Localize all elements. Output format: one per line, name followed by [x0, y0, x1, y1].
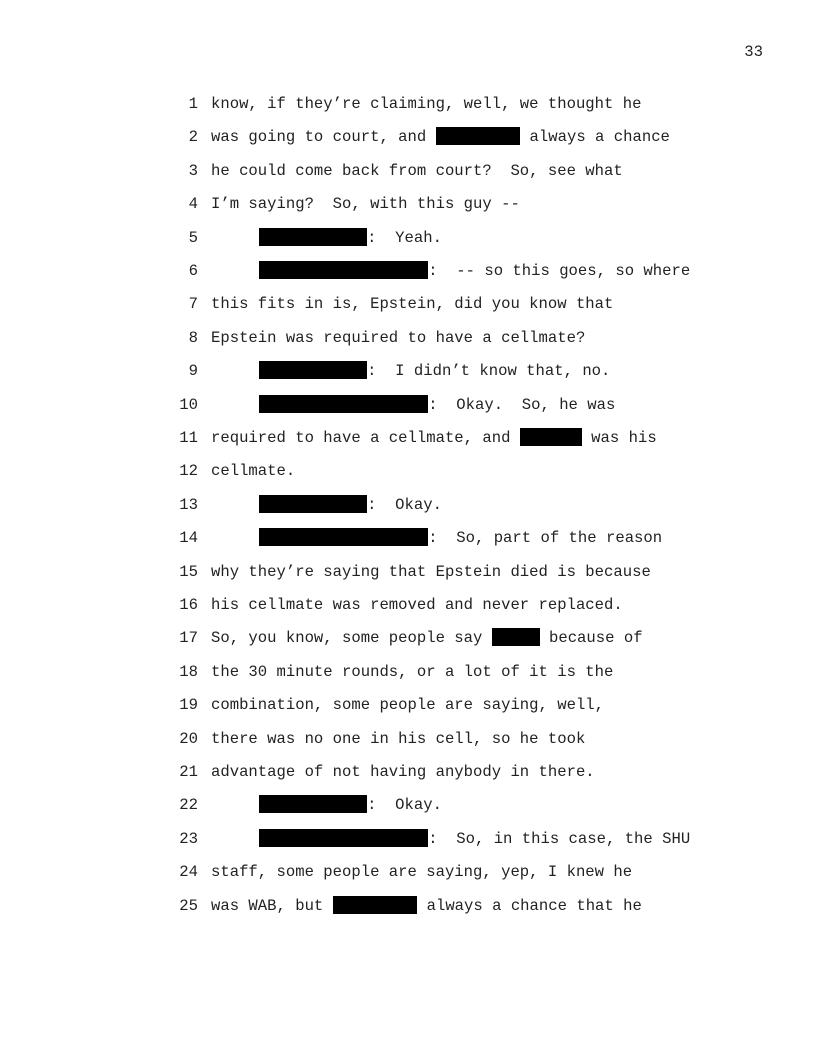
line-text-segment: required to have a cellmate, and [211, 429, 520, 447]
line-text [211, 662, 613, 682]
line-number: 25 [179, 896, 198, 915]
transcript-line [0, 562, 816, 582]
line-text [211, 395, 615, 415]
line-text [211, 829, 690, 849]
line-text [211, 862, 632, 882]
line-text-segment: was going to court, and [211, 128, 436, 147]
transcript-line [0, 127, 816, 147]
transcript-line [0, 862, 816, 882]
transcript-line [0, 662, 816, 682]
line-text [211, 495, 442, 515]
transcript-line [0, 729, 816, 749]
transcript-line [0, 896, 816, 916]
redaction-block [492, 628, 540, 646]
line-number: 24 [179, 863, 198, 882]
line-number: 5 [188, 228, 198, 247]
line-text-segment: the 30 minute rounds, or a lot of it is the [211, 662, 614, 681]
line-text-segment: : Okay. [367, 796, 442, 815]
transcript-line [0, 628, 816, 648]
line-text-segment: there was no one in his cell, so he took [211, 729, 586, 748]
transcript-line [0, 194, 816, 214]
transcript-line [0, 495, 816, 515]
redaction-block [259, 395, 428, 413]
transcript-line [0, 395, 816, 415]
line-text-segment: So, you know, some people say [211, 629, 492, 648]
redaction-block [259, 228, 367, 246]
line-text-segment: : Okay. So, he was [428, 395, 616, 414]
transcript-line [0, 428, 816, 448]
line-text-segment: this fits in is, Epstein, did you know that [211, 295, 614, 314]
line-text-segment: always a chance that he [417, 896, 642, 915]
line-text [211, 428, 657, 448]
line-text-segment: he could come back from court? So, see what [211, 161, 623, 180]
line-text-segment: : I didn’t know that, no. [367, 362, 611, 381]
transcript-line [0, 762, 816, 782]
line-text-segment: combination, some people are saying, well, [211, 696, 605, 715]
transcript-line [0, 228, 816, 248]
redaction-block [333, 896, 418, 914]
line-number: 16 [179, 596, 198, 614]
transcript-line [0, 261, 816, 281]
redaction-block [259, 829, 428, 847]
line-number: 14 [179, 529, 198, 548]
line-text-segment: : So, part of the reason [428, 529, 663, 548]
redaction-block [259, 495, 367, 513]
line-text [211, 294, 613, 314]
line-text [211, 795, 442, 815]
redaction-block [259, 261, 428, 279]
line-number: 1 [188, 95, 198, 113]
line-text-segment: because of [539, 629, 643, 648]
line-number: 13 [179, 495, 198, 514]
line-text-segment: why they’re saying that Epstein died is because [211, 562, 651, 581]
line-number: 20 [179, 729, 198, 748]
line-text-segment: cellmate. [211, 462, 296, 481]
line-text-segment: staff, some people are saying, yep, I knew he [211, 863, 633, 882]
line-text [211, 94, 641, 114]
line-text [211, 528, 662, 548]
redaction-block [520, 428, 582, 446]
line-number: 6 [188, 262, 198, 280]
line-text [211, 228, 442, 248]
line-number: 17 [179, 629, 198, 648]
line-text-segment: : -- so this goes, so where [428, 262, 691, 280]
line-number: 22 [179, 796, 198, 815]
line-text-segment: advantage of not having anybody in there. [211, 763, 595, 781]
transcript-line [0, 94, 816, 114]
transcript-line [0, 294, 816, 314]
line-text-segment: was his [581, 429, 657, 447]
line-text-segment: I’m saying? So, with this guy -- [211, 195, 520, 214]
line-text [211, 461, 295, 481]
line-text-segment: know, if they’re claiming, well, we thought he [211, 95, 642, 113]
line-number: 2 [188, 128, 198, 147]
line-number: 21 [179, 763, 198, 781]
redaction-block [436, 127, 521, 145]
redaction-block [259, 795, 367, 813]
line-text [211, 361, 610, 381]
transcript-line [0, 361, 816, 381]
line-text [211, 562, 651, 582]
line-number: 15 [179, 562, 198, 581]
line-text [211, 161, 623, 181]
line-number: 18 [179, 662, 198, 681]
line-text-segment: his cellmate was removed and never replaced. [211, 596, 623, 614]
line-text-segment: : Yeah. [367, 228, 442, 247]
line-number: 3 [188, 161, 198, 180]
line-text-segment: was WAB, but [211, 896, 333, 915]
line-text [211, 695, 604, 715]
line-text-segment: always a chance [520, 128, 670, 147]
line-number: 11 [179, 429, 198, 447]
transcript-line [0, 461, 816, 481]
line-number: 19 [179, 696, 198, 715]
line-number: 9 [188, 362, 198, 381]
line-text-segment: Epstein was required to have a cellmate? [211, 328, 586, 347]
page-number: 33 [744, 43, 763, 61]
line-number: 4 [188, 195, 198, 214]
line-text [211, 729, 585, 749]
line-text [211, 127, 670, 147]
transcript-line [0, 695, 816, 715]
line-number: 12 [179, 462, 198, 481]
line-text-segment: : So, in this case, the SHU [428, 829, 691, 848]
transcript-line [0, 161, 816, 181]
transcript-line [0, 795, 816, 815]
line-text [211, 328, 585, 348]
line-text [211, 194, 520, 214]
line-number: 23 [179, 829, 198, 848]
transcript-line [0, 829, 816, 849]
line-text [211, 628, 643, 648]
transcript-line [0, 528, 816, 548]
line-text [211, 762, 595, 782]
line-text [211, 595, 623, 615]
line-text [211, 896, 642, 916]
line-number: 7 [188, 295, 198, 314]
redaction-block [259, 361, 367, 379]
line-text-segment: : Okay. [367, 495, 442, 514]
line-text [211, 261, 690, 281]
line-number: 8 [188, 328, 198, 347]
transcript-line [0, 328, 816, 348]
redaction-block [259, 528, 428, 546]
transcript-line [0, 595, 816, 615]
line-number: 10 [179, 395, 198, 414]
